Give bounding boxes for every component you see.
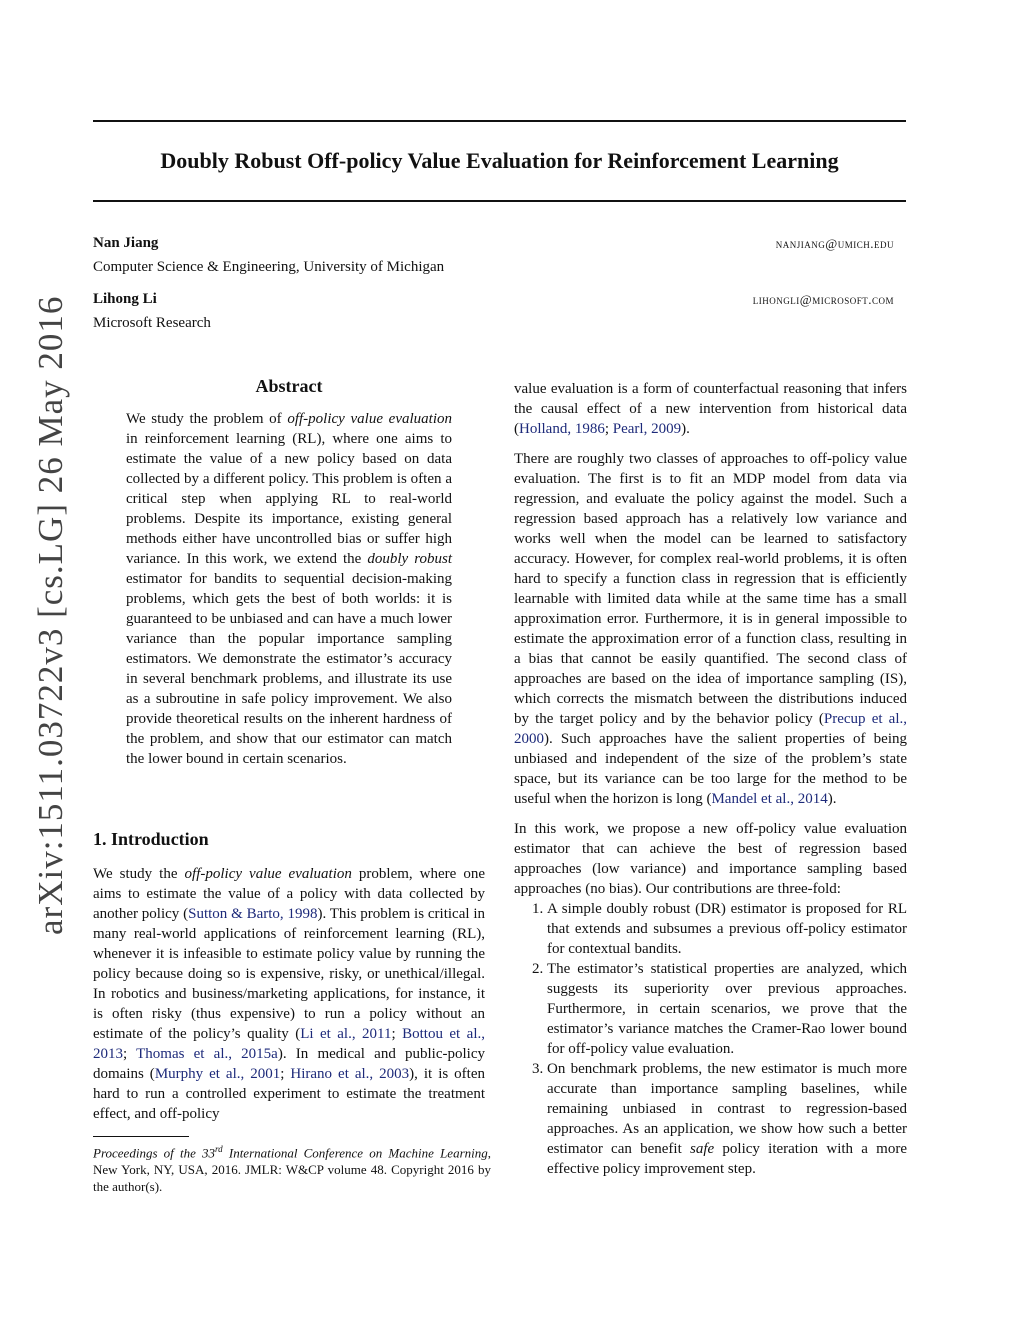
author-email[interactable]: lihongli@microsoft.com bbox=[752, 292, 894, 307]
author-name: Lihong Li bbox=[93, 291, 157, 307]
author-email[interactable]: nanjiang@umich.edu bbox=[775, 236, 894, 251]
paragraph: There are roughly two classes of approaches to off-policy value evaluation. The first is to fit an MDP model from data via regression, and evaluate the policy against the model. Such a regression based approach has a relatively low variance and works well when the model can be learned to satisfactory accuracy. However, for complex real-world problems, it is often hard to specify a function class in regression that is efficiently learnable with limited data while at the same time has a small approximation error. Furthermore, it is in general impossible to estimate the approximation error of a function class, resulting in a bias that cannot be easily quantified. The second class of approaches are based on the idea of importance sampling (IS), which corrects the mismatch between the distributions induced by the target policy and by the behavior policy (Precup et al., 2000). Such approaches have the salient properties of being unbiased and independent of the size of the problem’s state space, but its variance can be too large for the method to be useful when the horizon is long (Mandel et al., 2014). bbox=[514, 451, 907, 807]
footnote: Proceedings of the 33rd International Conference on Machine Learning, New York, NY, USA, 2016. JMLR: W&CP volume 48. Copyright 2016 by the author(s). bbox=[93, 1144, 491, 1195]
citation-link[interactable]: Hirano et al., 2003 bbox=[290, 1066, 410, 1082]
title-rule-bottom bbox=[93, 200, 906, 202]
footnote-rule bbox=[93, 1136, 189, 1137]
list-item: 1. A simple doubly robust (DR) estimator is proposed for RL that extends and subsumes a previous off-policy estimator for contextual bandits. bbox=[547, 899, 907, 959]
contributions-list bbox=[514, 899, 907, 1179]
arxiv-identifier: arXiv:1511.03722v3 [cs.LG] 26 May 2016 bbox=[31, 295, 70, 935]
citation-link[interactable]: Holland, 1986 bbox=[519, 421, 605, 437]
author-name: Nan Jiang bbox=[93, 235, 159, 251]
right-column-body bbox=[514, 379, 907, 1179]
list-item: 2. The estimator’s statistical properties are analyzed, which suggests its superiority over previous approaches. Furthermore, in certain scenarios, we prove that the estimator’s variance matches the Cramer-Rao lower bound for off-policy value evaluation. bbox=[547, 959, 907, 1059]
citation-link[interactable]: Li et al., 2011 bbox=[300, 1026, 392, 1042]
citation-link[interactable]: Pearl, 2009 bbox=[612, 421, 682, 437]
paragraph: In this work, we propose a new off-policy value evaluation estimator that can achieve the best of regression based approaches (low variance) and importance sampling based approaches (no bias). Our contributions are three-fold: bbox=[514, 821, 907, 897]
author-affiliation: Computer Science & Engineering, University of Michigan bbox=[93, 259, 445, 275]
section-heading-introduction: 1. Introduction bbox=[93, 829, 209, 849]
introduction-body: We study the off-policy value evaluation problem, where one aims to estimate the value of a policy with data collected by another policy (Sutton & Barto, 1998). This problem is critical in many real-world applications of reinforcement learning (RL), whenever it is infeasible to estimate policy value by running the policy because doing so is expensive, risky, or unethical/illegal. In robotics and business/marketing applications, for instance, it is often risky (thus expensive) to run a policy without an estimate of the policy’s quality (Li et al., 2011; Bottou et al., 2013; Thomas et al., 2015a). In medical and public-policy domains (Murphy et al., 2001; Hirano et al., 2003), it is often hard to run a controlled experiment to estimate the treatment effect, and off-policy bbox=[93, 866, 486, 1122]
citation-link[interactable]: Murphy et al., 2001 bbox=[154, 1066, 281, 1082]
author-affiliation: Microsoft Research bbox=[93, 315, 211, 331]
abstract-body: We study the problem of off-policy value evaluation in reinforcement learning (RL), where one aims to estimate the value of a new policy based on data collected by a different policy. This problem is often a critical step when applying RL to real-world problems. Despite its importance, existing general methods either have uncontrolled bias or suffer high variance. In this work, we extend the doubly robust estimator for bandits to sequential decision-making problems, which gets the best of both worlds: it is guaranteed to be unbiased and can have a much lower variance than the popular importance sampling estimators. We demonstrate the estimator’s accuracy in several benchmark problems, and illustrate its use as a subroutine in safe policy improvement. We also provide theoretical results on the inherent hardness of the problem, and show that our estimator can match the lower bound in certain scenarios. bbox=[126, 411, 452, 767]
paper-title: Doubly Robust Off-policy Value Evaluation for Reinforcement Learning bbox=[160, 148, 839, 173]
citation-link[interactable]: Bottou et al., 2013 bbox=[93, 1026, 485, 1062]
citation-link[interactable]: Mandel et al., 2014 bbox=[711, 791, 828, 807]
citation-link[interactable]: Sutton & Barto, 1998 bbox=[188, 906, 318, 922]
abstract-heading: Abstract bbox=[255, 376, 323, 396]
list-item: 3. On benchmark problems, the new estimator is much more accurate than importance sampling baselines, while remaining unbiased in contrast to regression-based approaches. As an application, we show how such a better estimator can benefit safe policy iteration with a more effective policy improvement step. bbox=[547, 1059, 907, 1179]
title-rule-top bbox=[93, 120, 906, 122]
paragraph: value evaluation is a form of counterfactual reasoning that infers the causal effect of a new intervention from historical data (Holland, 1986; Pearl, 2009). bbox=[514, 381, 907, 437]
citation-link[interactable]: Precup et al., 2000 bbox=[514, 711, 907, 747]
citation-link[interactable]: Thomas et al., 2015a bbox=[136, 1046, 278, 1062]
